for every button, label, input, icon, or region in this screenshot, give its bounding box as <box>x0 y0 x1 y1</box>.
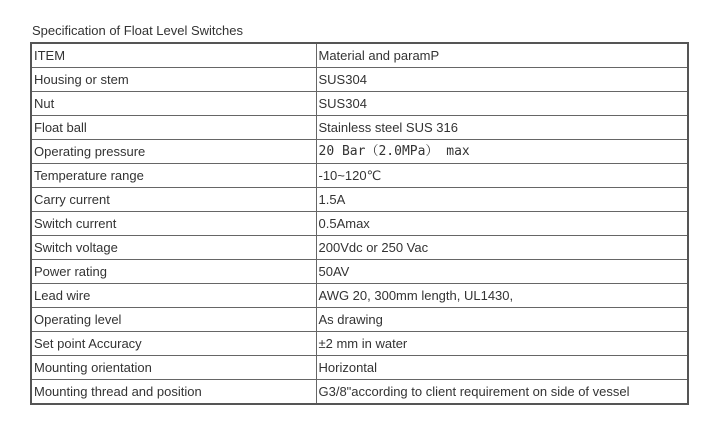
item-cell: ITEM <box>31 43 316 68</box>
value-cell: Stainless steel SUS 316 <box>316 116 688 140</box>
table-row <box>31 356 688 380</box>
table-row <box>31 43 688 68</box>
value-cell: AWG 20, 300mm length, UL1430, <box>316 284 688 308</box>
item-cell: Mounting orientation <box>31 356 316 380</box>
item-cell: Nut <box>31 92 316 116</box>
item-cell: Set point Accuracy <box>31 332 316 356</box>
table-row <box>31 212 688 236</box>
item-cell: Housing or stem <box>31 68 316 92</box>
item-cell: Mounting thread and position <box>31 380 316 405</box>
value-cell: ±2 mm in water <box>316 332 688 356</box>
item-cell: Switch current <box>31 212 316 236</box>
table-row <box>31 140 688 164</box>
table-row <box>31 380 688 405</box>
value-cell: -10~120℃ <box>316 164 688 188</box>
item-cell: Lead wire <box>31 284 316 308</box>
table-caption: Specification of Float Level Switches <box>32 23 243 38</box>
table-row <box>31 188 688 212</box>
specification-table <box>30 42 689 405</box>
value-cell: G3/8"according to client requirement on side of vessel <box>316 380 688 405</box>
item-cell: Temperature range <box>31 164 316 188</box>
value-cell: 50AV <box>316 260 688 284</box>
value-cell: SUS304 <box>316 92 688 116</box>
value-cell: As drawing <box>316 308 688 332</box>
table-row <box>31 68 688 92</box>
table-row <box>31 164 688 188</box>
value-cell: Horizontal <box>316 356 688 380</box>
table-row <box>31 236 688 260</box>
table-row <box>31 284 688 308</box>
item-cell: Operating pressure <box>31 140 316 164</box>
item-cell: Carry current <box>31 188 316 212</box>
table-row <box>31 116 688 140</box>
item-cell: Switch voltage <box>31 236 316 260</box>
table-row <box>31 260 688 284</box>
table-row <box>31 332 688 356</box>
item-cell: Power rating <box>31 260 316 284</box>
value-cell: 20 Bar（2.0MPa） max <box>316 140 688 164</box>
value-cell: 1.5A <box>316 188 688 212</box>
item-cell: Operating level <box>31 308 316 332</box>
table-row <box>31 92 688 116</box>
value-cell: 0.5Amax <box>316 212 688 236</box>
value-cell: 200Vdc or 250 Vac <box>316 236 688 260</box>
value-cell: Material and paramP <box>316 43 688 68</box>
value-cell: SUS304 <box>316 68 688 92</box>
item-cell: Float ball <box>31 116 316 140</box>
table-row <box>31 308 688 332</box>
